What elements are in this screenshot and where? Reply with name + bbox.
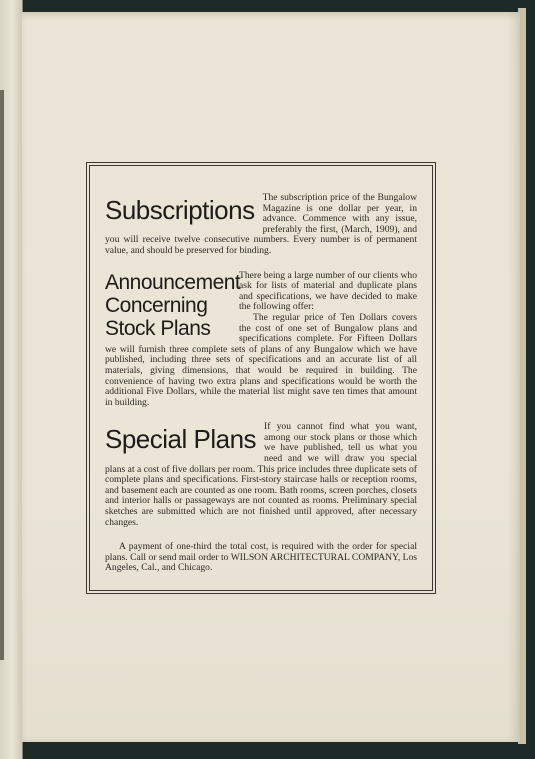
section-announcement [105,271,417,409]
announcement-text-2: The regular price of Ten Dollars covers the cost of one set of Bungalow plans and specifications complete. For Fifteen Dollars we will furnish three complete sets of plans of any Bungalow which we have published, including three sets of specifications and an accurate list of all materials, giving dimensions, that would be required in building. The convenience of having two extra plans and specifications would be worth the additional Five Dollars, while the material list might save ten times that amount in building. [105,311,417,408]
announcement-heading: Announcement Concerning Stock Plans [105,270,241,340]
payment-notice: A payment of one-third the total cost, is required with the order for special plans. Call or send mail order to WILSON ARCHITECTURAL COMPANY, Los Angeles, Cal., and Chicago. [105,541,417,574]
special-plans-text: If you cannot find what you want, among our stock plans or those which we have published, tell us what you need and we will draw you special plans at a cost of five dollars per room. This price includes three duplicate sets of complete plans and specifications. First-story staircase halls or reception rooms, and basement each are counted as one room. Bath rooms, screen porches, closets and interior halls or passageways are not counted as rooms. Preliminary special sketches are submitted which are not finished until approved, after necessary changes. [105,421,417,528]
facing-page-edge [0,0,23,759]
announcement-text-1: There being a large number of our clients who ask for lists of material and duplicate plans and specifications, we have decided to make the following offer: [239,269,417,313]
special-plans-heading: Special Plans [105,424,257,455]
section-subscriptions [105,193,417,257]
spine-shadow [0,90,4,660]
section-special-plans [105,422,417,528]
subscriptions-heading: Subscriptions [105,195,255,225]
subscriptions-text: The subscription price of the Bungalow Magazine is one dollar per year, in advance. Commence with any issue, preferably the first, (March, 1909), and you will receive twelve consecutive numbers. Every number is of permanent value, and should be preserved for binding. [105,192,417,256]
article-content [105,193,417,574]
